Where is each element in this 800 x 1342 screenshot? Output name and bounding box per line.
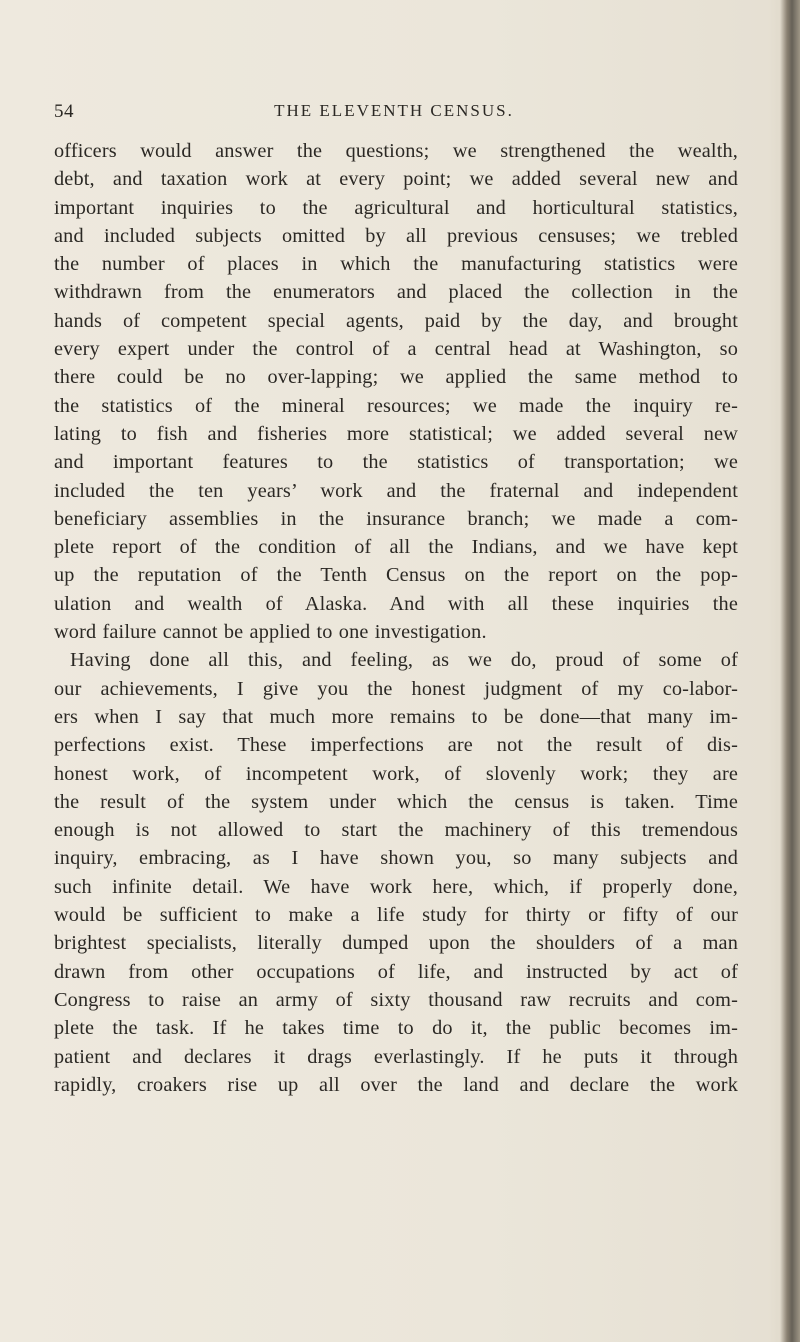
text-line: up the reputation of the Tenth Census on the report on the pop- [54, 564, 738, 587]
text-line: plete report of the condition of all the Indians, and we have kept [54, 536, 738, 559]
page-binding-edge [780, 0, 800, 1342]
running-head: THE ELEVENTH CENSUS. [274, 101, 514, 120]
text-line: included the ten years’ work and the fraternal and independent [54, 479, 738, 502]
text-line: lating to fish and fisheries more statistical; we added several new [54, 422, 738, 445]
text-line: debt, and taxation work at every point; we added several new and [54, 168, 738, 191]
text-line: ers when I say that much more remains to be done—that many im- [54, 705, 738, 728]
text-line: our achievements, I give you the honest judgment of my co-labor- [54, 677, 738, 700]
text-line: the statistics of the mineral resources; we made the inquiry re- [54, 394, 738, 417]
text-line: hands of competent special agents, paid by the day, and brought [54, 309, 738, 332]
paragraph-first-line: Having done all this, and feeling, as we do, proud of some of [70, 649, 738, 672]
text-line: officers would answer the questions; we strengthened the wealth, [54, 140, 738, 162]
text-line: beneficiary assemblies in the insurance branch; we made a com- [54, 507, 738, 530]
text-line: every expert under the control of a central head at Washington, so [54, 338, 738, 361]
text-line: withdrawn from the enumerators and placed the collection in the [54, 281, 738, 304]
body-text [54, 137, 738, 1099]
text-line: the result of the system under which the census is taken. Time [54, 790, 738, 813]
text-line: and important features to the statistics of transportation; we [54, 451, 738, 474]
text-line: patient and declares it drags everlastingly. If he puts it through [54, 1045, 738, 1068]
text-line: important inquiries to the agricultural and horticultural statistics, [54, 196, 738, 219]
text-line: word failure cannot be applied to one investigation. [54, 621, 487, 644]
text-line: there could be no over-lapping; we applied the same method to [54, 366, 738, 389]
text-line: enough is not allowed to start the machinery of this tremendous [54, 819, 738, 842]
text-line: would be sufficient to make a life study for thirty or fifty of our [54, 904, 738, 927]
page-header [54, 101, 734, 127]
text-line: Congress to raise an army of sixty thousand raw recruits and com- [54, 988, 738, 1011]
text-line: the number of places in which the manufacturing statistics were [54, 253, 738, 276]
text-line: such infinite detail. We have work here, which, if properly done, [54, 875, 738, 898]
text-line: brightest specialists, literally dumped upon the shoulders of a man [54, 932, 738, 955]
text-line: perfections exist. These imperfections are not the result of dis- [54, 734, 738, 757]
text-line: honest work, of incompetent work, of slovenly work; they are [54, 762, 738, 785]
text-line: rapidly, croakers rise up all over the land and declare the work [54, 1073, 738, 1096]
text-line: and included subjects omitted by all previous censuses; we trebled [54, 224, 738, 247]
text-line: ulation and wealth of Alaska. And with all these inquiries the [54, 592, 738, 615]
text-line: drawn from other occupations of life, and instructed by act of [54, 960, 738, 983]
text-line: inquiry, embracing, as I have shown you, so many subjects and [54, 847, 738, 870]
text-line: plete the task. If he takes time to do it, the public becomes im- [54, 1017, 738, 1040]
page-number: 54 [54, 101, 74, 122]
